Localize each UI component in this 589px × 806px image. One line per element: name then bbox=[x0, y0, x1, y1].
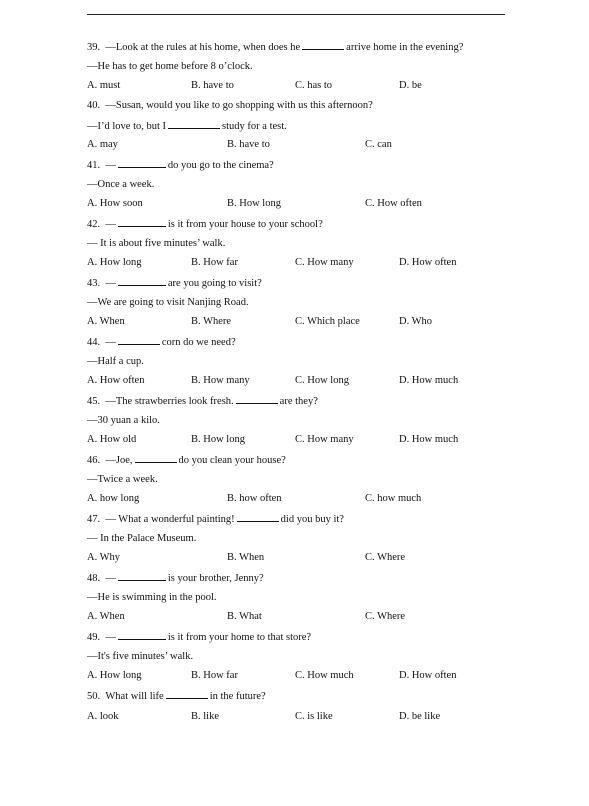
answer-blank[interactable] bbox=[118, 158, 166, 168]
option-b[interactable]: B. Where bbox=[191, 316, 232, 327]
question-text-cont: is it from your home to that store? bbox=[167, 632, 312, 643]
question-39 bbox=[87, 40, 463, 54]
question-text: — bbox=[105, 160, 116, 171]
question-text-cont: is your brother, Jenny? bbox=[167, 573, 264, 584]
question-number: 50. bbox=[87, 691, 101, 702]
question-text: — bbox=[105, 337, 116, 348]
question-text: —Susan, would you like to go shopping with us this afternoon? bbox=[105, 100, 373, 111]
answer-text: —I’d love to, but I bbox=[87, 121, 167, 132]
question-number: 47. bbox=[87, 514, 101, 525]
answer-line bbox=[87, 119, 287, 133]
option-b[interactable]: B. have to bbox=[227, 139, 270, 150]
question-47 bbox=[87, 512, 344, 526]
option-b[interactable]: B. How many bbox=[191, 375, 250, 386]
question-text: — bbox=[105, 632, 116, 643]
answer-text: —He has to get home before 8 o’clock. bbox=[87, 61, 253, 72]
option-c[interactable]: C. How long bbox=[295, 375, 349, 386]
option-d[interactable]: D. How often bbox=[399, 670, 457, 681]
question-text: — What a wonderful painting! bbox=[105, 514, 235, 525]
question-text: —Look at the rules at his home, when does he bbox=[105, 42, 301, 53]
question-49 bbox=[87, 630, 311, 644]
option-d[interactable]: D. How much bbox=[399, 375, 459, 386]
option-c[interactable]: C. How often bbox=[365, 198, 422, 209]
option-c[interactable]: C. has to bbox=[295, 80, 333, 91]
question-number: 43. bbox=[87, 278, 101, 289]
option-d[interactable]: D. be like bbox=[399, 711, 441, 722]
answer-blank[interactable] bbox=[168, 119, 220, 129]
option-a[interactable]: A. How often bbox=[87, 375, 145, 386]
option-b[interactable]: B. How far bbox=[191, 670, 238, 681]
option-b[interactable]: B. How long bbox=[191, 434, 245, 445]
answer-text-cont: study for a test. bbox=[222, 121, 287, 132]
question-text-cont: arrive home in the evening? bbox=[346, 42, 464, 53]
option-a[interactable]: A. how long bbox=[87, 493, 140, 504]
option-b[interactable]: B. like bbox=[191, 711, 219, 722]
option-b[interactable]: B. How far bbox=[191, 257, 238, 268]
answer-blank[interactable] bbox=[118, 571, 166, 581]
answer-line bbox=[87, 650, 193, 663]
option-c[interactable]: C. Where bbox=[365, 552, 406, 563]
option-d[interactable]: D. How much bbox=[399, 434, 459, 445]
option-d[interactable]: D. Who bbox=[399, 316, 433, 327]
question-text-cont: is it from your house to your school? bbox=[167, 219, 323, 230]
question-text-cont: corn do we need? bbox=[161, 337, 236, 348]
answer-text: —30 yuan a kilo. bbox=[87, 415, 160, 426]
option-a[interactable]: A. look bbox=[87, 711, 119, 722]
option-c[interactable]: C. How many bbox=[295, 257, 354, 268]
answer-text: — It is about five minutes’ walk. bbox=[87, 238, 226, 249]
answer-line bbox=[87, 237, 225, 250]
question-number: 46. bbox=[87, 455, 101, 466]
question-text-cont: do you go to the cinema? bbox=[167, 160, 274, 171]
answer-line bbox=[87, 60, 253, 73]
answer-text: —He is swimming in the pool. bbox=[87, 592, 217, 603]
option-a[interactable]: A. Why bbox=[87, 552, 121, 563]
question-42 bbox=[87, 217, 323, 231]
option-c[interactable]: C. Which place bbox=[295, 316, 360, 327]
question-number: 48. bbox=[87, 573, 101, 584]
option-a[interactable]: A. may bbox=[87, 139, 118, 150]
answer-text: — In the Palace Museum. bbox=[87, 533, 197, 544]
answer-line bbox=[87, 178, 154, 191]
option-c[interactable]: C. How many bbox=[295, 434, 354, 445]
answer-text: —We are going to visit Nanjing Road. bbox=[87, 297, 249, 308]
answer-text: —It's five minutes’ walk. bbox=[87, 651, 194, 662]
option-a[interactable]: A. must bbox=[87, 80, 121, 91]
option-a[interactable]: A. How old bbox=[87, 434, 137, 445]
question-text: —The strawberries look fresh. bbox=[105, 396, 234, 407]
answer-line bbox=[87, 532, 196, 545]
header-rule bbox=[87, 14, 505, 15]
question-text: —Joe, bbox=[105, 455, 133, 466]
question-44 bbox=[87, 335, 236, 349]
question-43 bbox=[87, 276, 262, 290]
question-40 bbox=[87, 99, 373, 112]
option-c[interactable]: C. can bbox=[365, 139, 392, 150]
option-c[interactable]: C. Where bbox=[365, 611, 406, 622]
question-text-cont: did you buy it? bbox=[280, 514, 344, 525]
answer-text: —Half a cup. bbox=[87, 356, 144, 367]
answer-blank[interactable] bbox=[118, 335, 160, 345]
answer-line bbox=[87, 296, 249, 309]
question-text: What will life bbox=[105, 691, 164, 702]
answer-line bbox=[87, 355, 144, 368]
question-46 bbox=[87, 453, 286, 467]
answer-blank[interactable] bbox=[118, 630, 166, 640]
option-d[interactable]: D. How often bbox=[399, 257, 457, 268]
question-text-cont: are you going to visit? bbox=[167, 278, 262, 289]
option-b[interactable]: B. how often bbox=[227, 493, 282, 504]
option-c[interactable]: C. How much bbox=[295, 670, 354, 681]
question-48 bbox=[87, 571, 264, 585]
option-d[interactable]: D. be bbox=[399, 80, 422, 91]
question-text-cont: are they? bbox=[279, 396, 318, 407]
question-number: 44. bbox=[87, 337, 101, 348]
option-a[interactable]: A. When bbox=[87, 316, 125, 327]
question-text: — bbox=[105, 219, 116, 230]
option-a[interactable]: A. How long bbox=[87, 257, 142, 268]
option-a[interactable]: A. How long bbox=[87, 670, 142, 681]
question-number: 49. bbox=[87, 632, 101, 643]
answer-blank[interactable] bbox=[302, 40, 344, 50]
question-text: — bbox=[105, 278, 116, 289]
question-41 bbox=[87, 158, 274, 172]
question-number: 45. bbox=[87, 396, 101, 407]
question-text-cont: do you clean your house? bbox=[178, 455, 286, 466]
option-c[interactable]: C. how much bbox=[365, 493, 422, 504]
answer-line bbox=[87, 414, 160, 427]
answer-text: —Twice a week. bbox=[87, 474, 158, 485]
answer-line bbox=[87, 591, 217, 604]
answer-blank[interactable] bbox=[118, 217, 166, 227]
answer-blank[interactable] bbox=[135, 453, 177, 463]
question-50 bbox=[87, 689, 266, 703]
option-a[interactable]: A. When bbox=[87, 611, 125, 622]
option-b[interactable]: B. How long bbox=[227, 198, 281, 209]
question-text: — bbox=[105, 573, 116, 584]
option-b[interactable]: B. have to bbox=[191, 80, 234, 91]
question-number: 41. bbox=[87, 160, 101, 171]
question-text-cont: in the future? bbox=[209, 691, 266, 702]
option-b[interactable]: B. What bbox=[227, 611, 262, 622]
question-number: 40. bbox=[87, 100, 101, 111]
question-number: 42. bbox=[87, 219, 101, 230]
answer-line bbox=[87, 473, 158, 486]
option-c[interactable]: C. is like bbox=[295, 711, 333, 722]
answer-blank[interactable] bbox=[118, 276, 166, 286]
answer-blank[interactable] bbox=[236, 394, 278, 404]
answer-blank[interactable] bbox=[237, 512, 279, 522]
option-a[interactable]: A. How soon bbox=[87, 198, 143, 209]
question-45 bbox=[87, 394, 318, 408]
answer-text: —Once a week. bbox=[87, 179, 155, 190]
option-b[interactable]: B. When bbox=[227, 552, 265, 563]
answer-blank[interactable] bbox=[166, 689, 208, 699]
question-number: 39. bbox=[87, 42, 101, 53]
